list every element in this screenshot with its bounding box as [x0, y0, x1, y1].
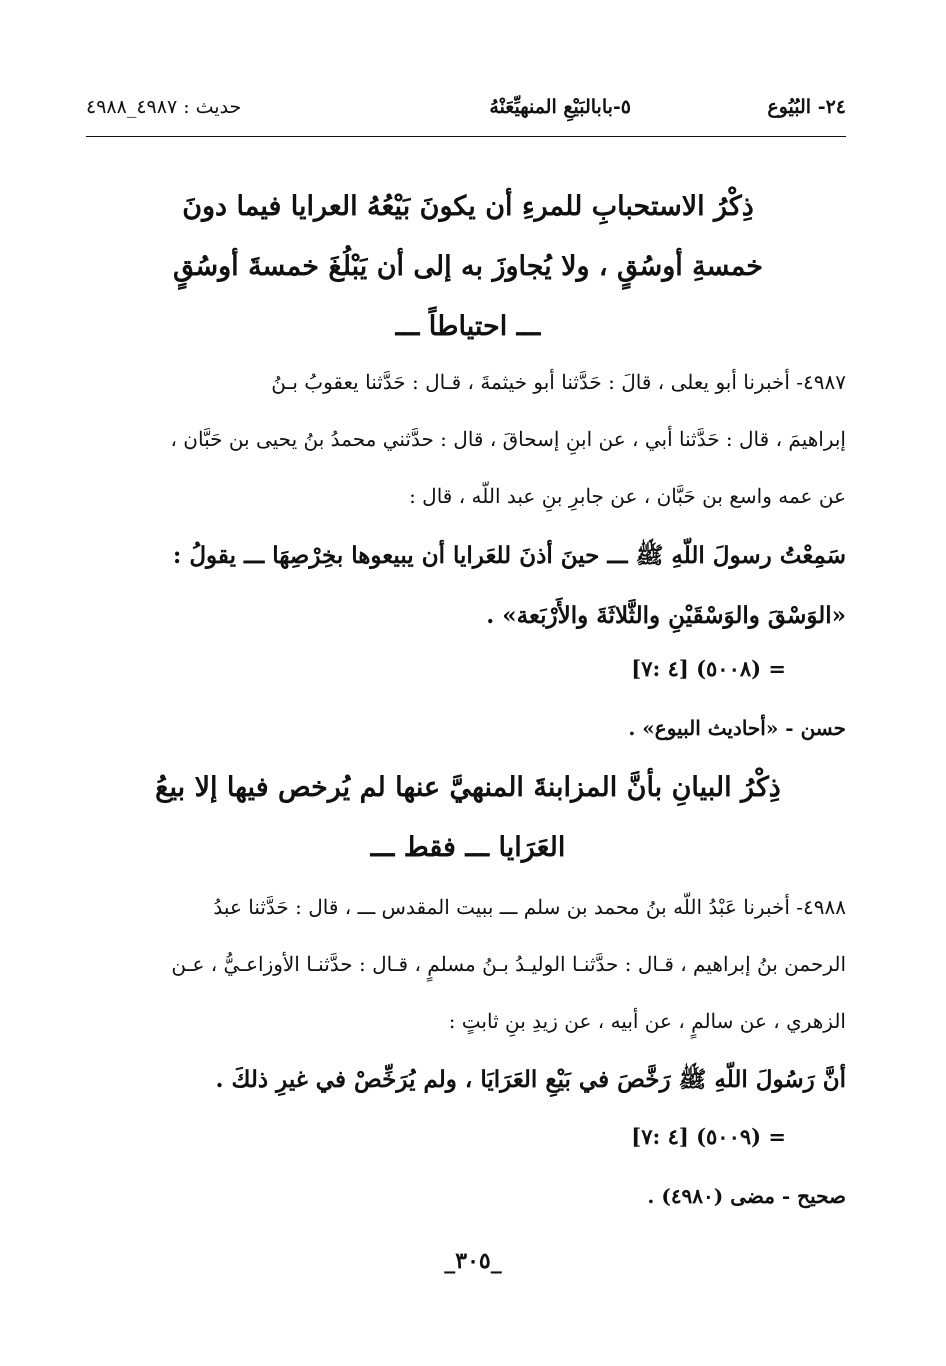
heading-line: ذِكْرُ البيانِ بأنَّ المزابنةَ المنهيَّ عنها لم يُرخص فيها إلا بيعُ [155, 772, 781, 803]
running-header [86, 96, 846, 126]
section-title: ٥-بابالبَيْعِ المنهيِّعَنْهُ [489, 96, 631, 118]
isnad-line: ٤٩٨٧- أخبرنا أبو يعلى ، قالَ : حَدَّثنا أبو خيثمةَ ، قـال : حَدَّثنا يعقوبُ بـنُ [271, 370, 846, 394]
chapter-heading-2 [90, 758, 846, 878]
isnad-line: الرحمن بنُ إبراهيم ، قـال : حدَّثنـا الوليـدُ بـنُ مسلمٍ ، قـال : حدَّثنـا الأوزاعـيُّ ، عـن [171, 952, 846, 976]
matn-line: «الوَسْقَ والوَسْقَيْنِ والثَّلاثَةَ والأَرْبَعة» . [486, 602, 846, 629]
isnad-line: عن عمه واسع بن حَبَّان ، عن جابرِ بنِ عبد اللّه ، قال : [409, 484, 846, 508]
hadith-4987-reference: = (٥٠٠٨) [٤ :٧] [631, 656, 786, 681]
heading-line: ـــ احتياطاً ـــ [395, 311, 541, 342]
isnad-line: ٤٩٨٨- أخبرنا عَبْدُ اللّه بنُ محمد بن سلم ـــ ببيت المقدس ـــ ، قال : حَدَّثنا عبدُ [213, 895, 846, 919]
page-number: _٣٠٥_ [444, 1248, 502, 1274]
chapter-title: ٢٤- البُيُوع [767, 96, 846, 118]
hadith-4987-matn [90, 526, 846, 646]
hadith-4988-grade: صحيح - مضى (٤٩٨٠) . [647, 1184, 846, 1208]
hadith-range: حديث : ٤٩٨٧_٤٩٨٨ [86, 96, 242, 118]
matn-line: أنَّ رَسُولَ اللّهِ ﷺ رَخَّصَ في بَيْعِ العَرَايَا ، ولم يُرَخِّصْ في غيرِ ذلكَ . [215, 1066, 846, 1093]
header-rule [86, 136, 846, 137]
heading-line: خمسةِ أوسُقٍ ، ولا يُجاوزَ به إلى أن يَبْلُغَ خمسةَ أوسُقٍ [172, 251, 763, 282]
heading-line: العَرَايا ـــ فقط ـــ [370, 832, 566, 863]
heading-line: ذِكْرُ الاستحبابِ للمرءِ أن يكونَ بَيْعُهُ العرايا فيما دونَ [182, 191, 754, 222]
isnad-line: إبراهيمَ ، قال : حَدَّثنا أبي ، عن ابنِ إسحاقَ ، قال : حدَّثني محمدُ بنُ يحيى بن حَبَّان ، [170, 427, 846, 451]
hadith-4988-reference: = (٥٠٠٩) [٤ :٧] [631, 1124, 786, 1149]
chapter-heading-1 [90, 177, 846, 357]
hadith-4987-isnad [90, 354, 846, 525]
matn-line: سَمِعْتُ رسولَ اللّهِ ﷺ ـــ حينَ أذنَ للعَرايا أن يبيعوها بخِرْصِهَا ـــ يقولُ : [172, 542, 846, 569]
hadith-4987-grade: حسن - «أحاديث البيوع» . [628, 716, 846, 740]
isnad-line: الزهري ، عن سالمٍ ، عن أبيه ، عن زيدِ بنِ ثابتٍ : [448, 1009, 846, 1033]
hadith-4988-matn [90, 1050, 846, 1110]
hadith-4988-isnad [90, 879, 846, 1050]
